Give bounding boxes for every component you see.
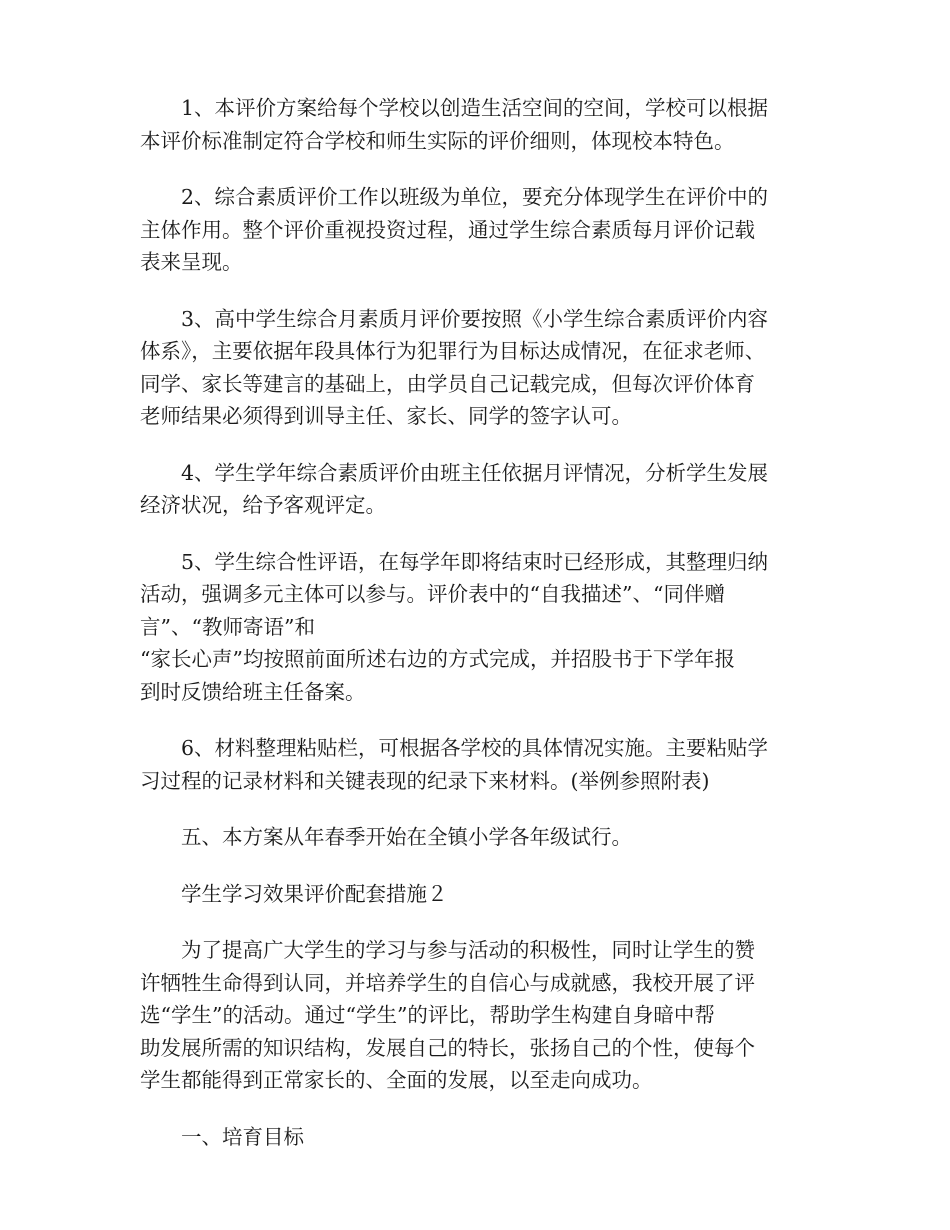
- section-five: [140, 821, 812, 854]
- text-line: 五、本方案从年春季开始在全镇小学各年级试行。: [181, 825, 632, 849]
- text-line: 经济状况，给予客观评定。: [140, 493, 386, 517]
- subsection-heading: [140, 1121, 812, 1154]
- paragraph-5: [140, 546, 812, 709]
- text-line: 4、学生学年综合素质评价由班主任依据月评情况，分析学生发展: [181, 460, 769, 485]
- text-line: 习过程的记录材料和关键表现的纪录下来材料。(举例参照附表): [140, 768, 710, 793]
- text-line: 为了提高广大学生的学习与参与活动的积极性，同时让学生的赞: [181, 938, 755, 962]
- text-line: 1、本评价方案给每个学校以创造生活空间的空间，学校可以根据: [181, 96, 769, 120]
- paragraph-1: [140, 92, 812, 157]
- paragraph-4: [140, 457, 812, 522]
- text-line: 学生学习效果评价配套措施２: [181, 881, 448, 906]
- text-line: 一、培育目标: [181, 1124, 304, 1149]
- text-line: 2、综合素质评价工作以班级为单位，要充分体现学生在评价中的: [181, 185, 769, 209]
- text-line: 主体作用。整个评价重视投资过程，通过学生综合素质每月评价记载: [140, 217, 755, 242]
- text-line: 言”、“教师寄语”和: [140, 614, 315, 639]
- text-line: 同学、家长等建言的基础上，由学员自己记载完成，但每次评价体育: [140, 371, 755, 396]
- paragraph-2: [140, 181, 812, 279]
- paragraph-intro: [140, 934, 812, 1097]
- text-line: 助发展所需的知识结构，发展自己的特长，张扬自己的个性，使每个: [140, 1035, 755, 1060]
- text-line: 表来呈现。: [140, 250, 243, 274]
- text-line: 学生都能得到正常家长的、全面的发展，以至走向成功。: [140, 1068, 653, 1092]
- paragraph-6: [140, 732, 812, 797]
- text-line: 选“学生”的活动。通过“学生”的评比，帮助学生构建自身暗中帮: [140, 1003, 715, 1027]
- text-line: 5、学生综合性评语，在每学年即将结束时已经形成，其整理归纳: [181, 549, 769, 574]
- text-line: 活动，强调多元主体可以参与。评价表中的“自我描述”、“同伴赠: [140, 582, 725, 606]
- text-line: 体系》，主要依据年段具体行为犯罪行为目标达成情况，在征求老师、: [140, 339, 766, 363]
- text-line: 本评价标准制定符合学校和师生实际的评价细则，体现校本特色。: [140, 128, 735, 153]
- section-heading: [140, 878, 812, 911]
- text-line: 6、材料整理粘贴栏，可根据各学校的具体情况实施。主要粘贴学: [181, 736, 769, 760]
- paragraph-3: [140, 303, 812, 433]
- text-line: 到时反馈给班主任备案。: [140, 679, 366, 704]
- text-line: “家长心声”均按照前面所述右边的方式完成，并招股书于下学年报: [140, 647, 735, 671]
- document-body: [140, 92, 812, 1177]
- text-line: 许牺牲生命得到认同，并培养学生的自信心与成就感，我校开展了评: [140, 970, 755, 995]
- text-line: 老师结果必须得到训导主任、家长、同学的签字认可。: [140, 404, 632, 428]
- text-line: 3、高中学生综合月素质月评价要按照《小学生综合素质评价内容: [181, 306, 769, 331]
